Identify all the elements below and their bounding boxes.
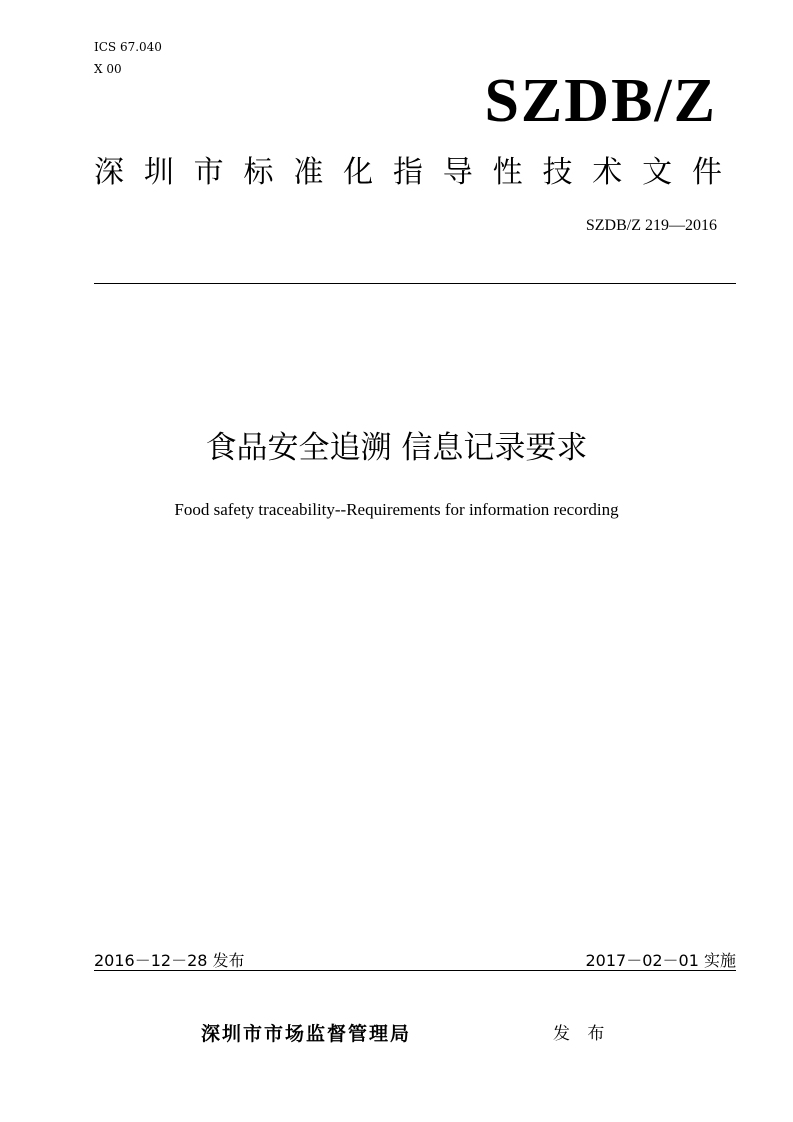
issuing-authority: 深圳市市场监督管理局: [201, 1023, 412, 1045]
document-type-char: 指: [392, 155, 423, 190]
issue-date: 2016－12－28 发布: [94, 951, 245, 970]
top-divider: [94, 283, 736, 284]
title-english: Food safety traceability--Requirements for information recording: [174, 500, 619, 519]
document-type-char: 深: [94, 155, 124, 190]
document-type-char: 件: [691, 155, 722, 190]
bottom-divider: [94, 970, 736, 971]
title-chinese: 食品安全追溯 信息记录要求: [205, 430, 588, 466]
document-type-char: 标: [243, 155, 274, 190]
document-type-char: 市: [193, 155, 224, 190]
document-type-char: 技: [542, 155, 573, 190]
classification-code: X 00: [94, 62, 122, 76]
document-type-char: 圳: [143, 155, 174, 190]
standard-mark: SZDB/Z: [484, 67, 717, 135]
document-type: [94, 153, 722, 193]
standard-number: SZDB/Z 219—2016: [585, 217, 717, 234]
document-type-char: 准: [293, 155, 324, 190]
document-type-char: 术: [592, 155, 623, 190]
ics-code: ICS 67.040: [94, 40, 162, 54]
implementation-date: 2017－02－01 实施: [585, 951, 736, 970]
publish-label: 发 布: [553, 1024, 611, 1044]
document-type-char: 性: [492, 155, 523, 190]
document-type-char: 化: [343, 155, 374, 190]
document-type-char: 文: [642, 155, 673, 190]
document-type-char: 导: [442, 155, 473, 190]
